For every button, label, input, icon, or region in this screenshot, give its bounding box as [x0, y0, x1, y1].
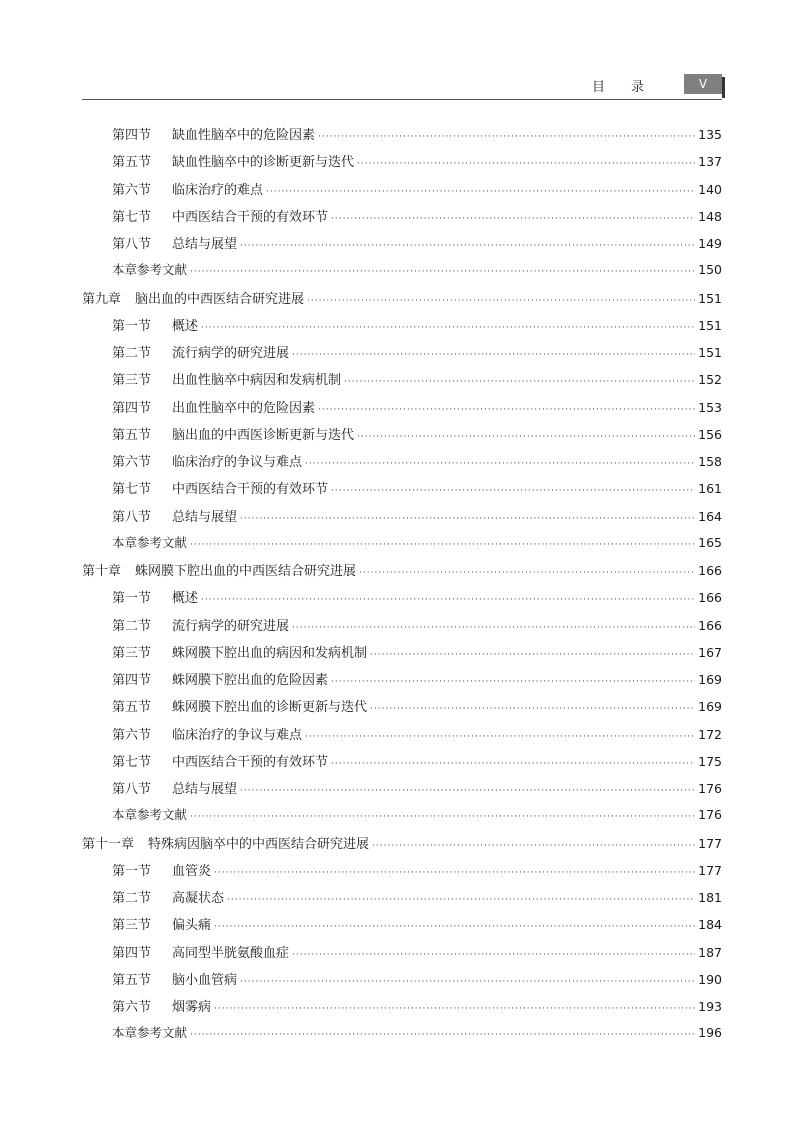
toc-chapter-entry[interactable]: [82, 288, 722, 315]
toc-entry-title: 蛛网膜下腔出血的诊断更新与迭代: [172, 700, 368, 716]
toc-entry-title: 缺血性脑卒中的诊断更新与迭代: [172, 155, 355, 171]
dot-leader: [307, 296, 695, 306]
dot-leader: [357, 432, 695, 442]
toc-entry-title: 蛛网膜下腔出血的病因和发病机制: [172, 645, 368, 661]
dot-leader: [359, 568, 695, 578]
toc-section-entry[interactable]: [82, 969, 722, 996]
toc-entry-title: 总结与展望: [172, 782, 238, 797]
toc-entry-title: 出血性脑卒中的危险因素: [172, 400, 316, 416]
toc-entry-title: 特殊病因脑卒中的中西医结合研究进展: [148, 836, 370, 852]
toc-entry-page: 156: [698, 426, 722, 442]
dot-leader: [331, 759, 695, 769]
toc-references-entry[interactable]: [82, 1023, 722, 1050]
toc-entry-number: 第五节: [112, 427, 152, 443]
toc-section-entry[interactable]: [82, 151, 722, 178]
toc-entry-title: 本章参考文献: [112, 534, 188, 550]
header-rule: [82, 99, 722, 100]
toc-entry-number: 第十一章: [82, 836, 135, 852]
toc-entry-page: 190: [698, 971, 722, 987]
toc-entry-number: 第三节: [112, 373, 152, 389]
toc-section-entry[interactable]: [82, 887, 722, 914]
toc-section-entry[interactable]: [82, 724, 722, 751]
toc-entry-title: 偏头痛: [172, 918, 212, 934]
dot-leader: [240, 977, 695, 987]
toc-entry-page: 169: [698, 672, 722, 687]
dot-leader: [370, 650, 695, 660]
toc-section-entry[interactable]: [82, 233, 722, 260]
toc-entry-number: 第十章: [82, 564, 122, 579]
dot-leader: [305, 732, 695, 742]
toc-entry-number: 第五节: [112, 155, 152, 171]
toc-entry-page: 187: [698, 944, 722, 960]
toc-entry-number: 第二节: [112, 346, 152, 361]
toc-references-entry[interactable]: [82, 805, 722, 832]
dot-leader: [240, 786, 695, 796]
table-of-contents: [82, 124, 722, 1051]
toc-entry-page: 135: [698, 127, 722, 142]
toc-section-entry[interactable]: [82, 369, 722, 396]
toc-entry-page: 150: [698, 262, 722, 278]
toc-section-entry[interactable]: [82, 397, 722, 424]
toc-entry-number: 第七节: [112, 754, 152, 770]
toc-section-entry[interactable]: [82, 778, 722, 805]
toc-entry-title: 临床治疗的争议与难点: [172, 727, 303, 743]
toc-entry-page: 193: [698, 999, 722, 1014]
dot-leader: [331, 677, 695, 687]
toc-entry-number: 第三节: [112, 645, 152, 661]
toc-section-entry[interactable]: [82, 179, 722, 206]
toc-entry-page: 151: [698, 317, 722, 333]
dot-leader: [292, 350, 695, 360]
dot-leader: [331, 486, 695, 496]
toc-entry-page: 153: [698, 399, 722, 415]
toc-entry-number: 第六节: [112, 727, 152, 743]
toc-entry-title: 脑出血的中西医结合研究进展: [135, 291, 305, 307]
toc-section-entry[interactable]: [82, 315, 722, 342]
toc-entry-page: 148: [698, 208, 722, 224]
toc-entry-number: 第七节: [112, 482, 152, 498]
toc-entry-title: 血管炎: [172, 863, 212, 879]
dot-leader: [372, 841, 695, 851]
dot-leader: [318, 132, 695, 142]
toc-entry-title: 中西医结合干预的有效环节: [172, 482, 329, 498]
toc-entry-number: 第九章: [82, 291, 122, 307]
toc-entry-page: 166: [698, 590, 722, 606]
toc-entry-number: 第六节: [112, 1000, 152, 1015]
toc-entry-title: 中西医结合干预的有效环节: [172, 209, 329, 225]
toc-entry-number: 第二节: [112, 891, 152, 906]
toc-entry-page: 172: [698, 726, 722, 742]
toc-entry-title: 高凝状态: [172, 891, 225, 906]
dot-leader: [292, 950, 695, 960]
dot-leader: [305, 459, 695, 469]
toc-entry-title: 概述: [172, 318, 199, 334]
toc-section-entry[interactable]: [82, 669, 722, 696]
toc-entry-title: 出血性脑卒中病因和发病机制: [172, 373, 342, 389]
toc-entry-number: 第八节: [112, 237, 152, 252]
toc-entry-title: 临床治疗的难点: [172, 182, 264, 198]
toc-entry-page: 140: [698, 181, 722, 197]
toc-entry-page: 164: [698, 508, 722, 524]
toc-entry-number: 第五节: [112, 972, 152, 988]
toc-entry-number: 第一节: [112, 591, 152, 607]
toc-entry-title: 流行病学的研究进展: [172, 346, 290, 361]
toc-entry-page: 181: [698, 890, 722, 905]
toc-section-entry[interactable]: [82, 996, 722, 1023]
toc-entry-page: 166: [698, 617, 722, 633]
toc-section-entry[interactable]: [82, 615, 722, 642]
dot-leader: [318, 405, 695, 415]
toc-entry-page: 151: [698, 290, 722, 306]
toc-chapter-entry[interactable]: [82, 560, 722, 587]
toc-entry-title: 本章参考文献: [112, 262, 188, 278]
toc-section-entry[interactable]: [82, 696, 722, 723]
dot-leader: [370, 704, 695, 714]
toc-entry-page: 167: [698, 644, 722, 660]
toc-entry-title: 本章参考文献: [112, 1025, 188, 1041]
toc-section-entry[interactable]: [82, 860, 722, 887]
dot-leader: [266, 187, 695, 197]
toc-section-entry[interactable]: [82, 206, 722, 233]
toc-entry-number: 第一节: [112, 318, 152, 334]
dot-leader: [240, 241, 695, 251]
toc-entry-title: 蛛网膜下腔出血的中西医结合研究进展: [135, 564, 357, 579]
dot-leader: [190, 812, 695, 822]
toc-entry-page: 177: [698, 835, 722, 851]
toc-entry-title: 烟雾病: [172, 1000, 212, 1015]
toc-entry-title: 高同型半胱氨酸血症: [172, 945, 290, 961]
toc-entry-page: 176: [698, 807, 722, 823]
toc-entry-page: 161: [698, 481, 722, 497]
toc-entry-title: 脑小血管病: [172, 972, 238, 988]
toc-entry-number: 第八节: [112, 782, 152, 797]
toc-section-entry[interactable]: [82, 942, 722, 969]
dot-leader: [201, 323, 695, 333]
page-number-badge: V: [684, 74, 722, 94]
dot-leader: [190, 540, 695, 550]
dot-leader: [331, 214, 695, 224]
toc-entry-number: 第四节: [112, 400, 152, 416]
toc-entry-title: 脑出血的中西医诊断更新与迭代: [172, 427, 355, 443]
toc-entry-page: 151: [698, 345, 722, 360]
toc-entry-title: 总结与展望: [172, 509, 238, 525]
toc-entry-page: 169: [698, 699, 722, 715]
dot-leader: [214, 922, 695, 932]
dot-leader: [214, 1004, 695, 1014]
toc-entry-title: 缺血性脑卒中的危险因素: [172, 128, 316, 143]
toc-entry-number: 第六节: [112, 182, 152, 198]
toc-references-entry[interactable]: [82, 533, 722, 560]
dot-leader: [190, 1030, 695, 1040]
toc-section-entry[interactable]: [82, 424, 722, 451]
toc-entry-number: 第四节: [112, 945, 152, 961]
toc-section-entry[interactable]: [82, 342, 722, 369]
toc-section-entry[interactable]: [82, 506, 722, 533]
toc-entry-number: 第六节: [112, 455, 152, 470]
toc-section-entry[interactable]: [82, 124, 722, 151]
toc-entry-page: 176: [698, 781, 722, 796]
toc-section-entry[interactable]: [82, 587, 722, 614]
toc-entry-number: 第二节: [112, 618, 152, 634]
toc-entry-page: 177: [698, 862, 722, 878]
dot-leader: [240, 514, 695, 524]
toc-entry-page: 158: [698, 454, 722, 469]
toc-entry-title: 总结与展望: [172, 237, 238, 252]
toc-entry-page: 196: [698, 1025, 722, 1041]
toc-entry-number: 第一节: [112, 863, 152, 879]
toc-entry-number: 第三节: [112, 918, 152, 934]
toc-entry-title: 概述: [172, 591, 199, 607]
toc-entry-page: 175: [698, 753, 722, 769]
toc-section-entry[interactable]: [82, 751, 722, 778]
toc-entry-page: 152: [698, 372, 722, 388]
dot-leader: [344, 377, 695, 387]
toc-references-entry[interactable]: [82, 260, 722, 287]
toc-entry-page: 165: [698, 534, 722, 550]
dot-leader: [201, 595, 695, 605]
dot-leader: [214, 868, 695, 878]
toc-section-entry[interactable]: [82, 451, 722, 478]
dot-leader: [292, 623, 695, 633]
dot-leader: [357, 159, 695, 169]
toc-entry-page: 137: [698, 154, 722, 170]
toc-entry-page: 149: [698, 236, 722, 251]
toc-entry-number: 第八节: [112, 509, 152, 525]
running-header: [82, 72, 722, 100]
toc-entry-page: 184: [698, 917, 722, 933]
toc-entry-number: 第五节: [112, 700, 152, 716]
toc-section-entry[interactable]: [82, 478, 722, 505]
toc-entry-page: 166: [698, 563, 722, 578]
toc-entry-number: 第七节: [112, 209, 152, 225]
header-title: 目录: [591, 80, 670, 95]
toc-entry-number: 第四节: [112, 128, 152, 143]
toc-entry-number: 第四节: [112, 673, 152, 688]
dot-leader: [227, 895, 695, 905]
toc-entry-title: 临床治疗的争议与难点: [172, 455, 303, 470]
toc-entry-title: 流行病学的研究进展: [172, 618, 290, 634]
toc-entry-title: 中西医结合干预的有效环节: [172, 754, 329, 770]
toc-entry-title: 蛛网膜下腔出血的危险因素: [172, 673, 329, 688]
toc-entry-title: 本章参考文献: [112, 807, 188, 823]
toc-chapter-entry[interactable]: [82, 833, 722, 860]
toc-section-entry[interactable]: [82, 642, 722, 669]
toc-section-entry[interactable]: [82, 914, 722, 941]
dot-leader: [190, 267, 695, 277]
